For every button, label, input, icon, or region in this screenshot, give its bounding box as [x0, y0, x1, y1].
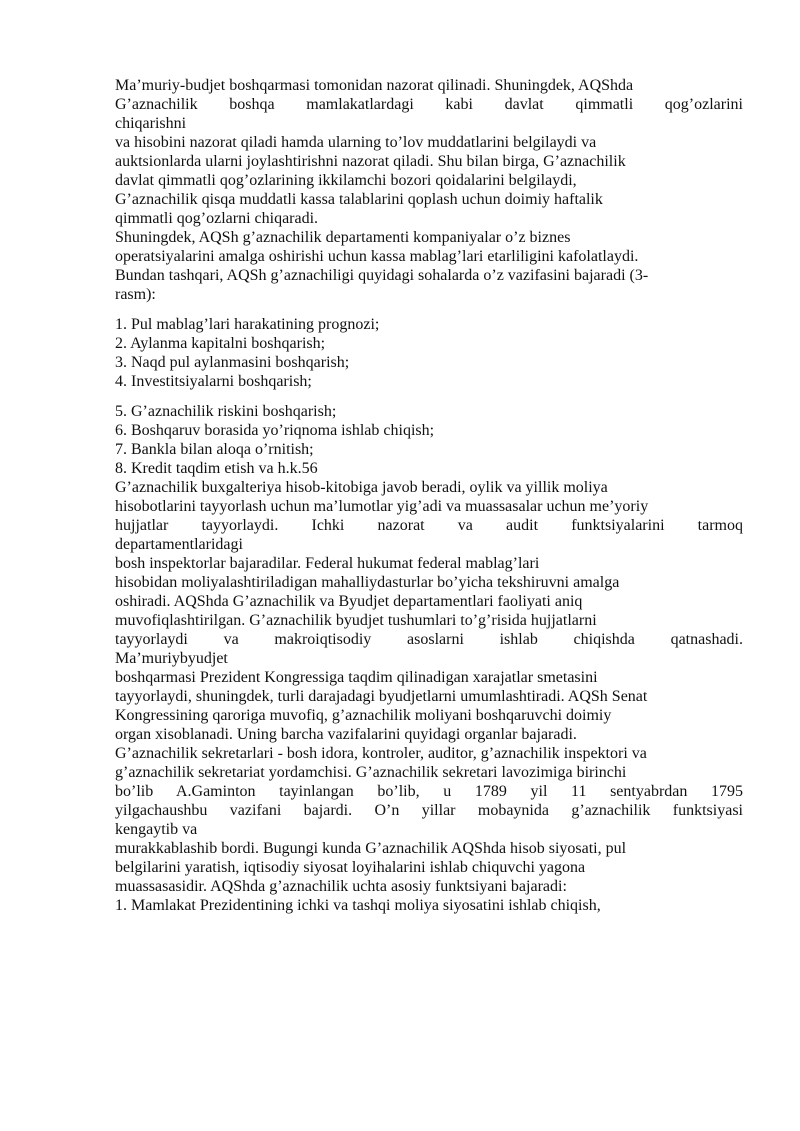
list-item: 6. Boshqaruv borasida yo’riqnoma ishlab chiqish;	[115, 422, 435, 439]
document-page	[115, 76, 743, 915]
text-line: murakkablashib bordi. Bugungi kunda G’aznachilik AQShda hisob siyosati, pul	[115, 840, 627, 857]
text-line: auktsionlarda ularni joylashtirishni nazorat qiladi. Shu bilan birga, G’aznachilik	[115, 153, 626, 170]
paragraph-block-intro	[115, 76, 743, 304]
text-line: muvofiqlashtirilgan. G’aznachilik byudjet tushumlari to’g’risida hujjatlarni	[115, 612, 597, 629]
text-line: Kongressining qaroriga muvofiq, g’aznachilik moliyani boshqaruvchi doimiy	[115, 707, 612, 724]
text-line: va hisobini nazorat qiladi hamda ularning to’lov muddatlarini belgilaydi va	[115, 134, 597, 151]
list-item: 2. Aylanma kapitalni boshqarish;	[115, 335, 326, 352]
text-line: bosh inspektorlar bajaradilar. Federal hukumat federal mablag’lari	[115, 555, 540, 572]
text-line: chiqarishni	[115, 115, 187, 132]
text-line: hisobotlarini tayyorlash uchun ma’lumotlar yig’adi va muassasalar uchun me’yoriy	[115, 498, 649, 515]
list-item: 8. Kredit taqdim etish va h.k.56	[115, 460, 318, 477]
text-line: qimmatli qog’ozlarni chiqaradi.	[115, 210, 319, 227]
text-line: Shuningdek, AQSh g’aznachilik departamenti kompaniyalar o’z biznes	[115, 229, 571, 246]
paragraph-block-main	[115, 478, 743, 915]
text-line: Ma’muriybyudjet	[115, 650, 228, 667]
text-line: g’aznachilik sekretariat yordamchisi. G’aznachilik sekretari lavozimiga birinchi	[115, 764, 627, 781]
text-line: boshqarmasi Prezident Kongressiga taqdim qilinadigan xarajatlar smetasini	[115, 669, 598, 686]
text-line: tayyorlaydi va makroiqtisodiy asoslarni ishlab chiqishda qatnashadi.	[115, 631, 743, 648]
text-line: 1. Mamlakat Prezidentining ichki va tashqi moliya siyosatini ishlab chiqish,	[115, 897, 601, 914]
text-line: oshiradi. AQShda G’aznachilik va Byudjet departamentlari faoliyati aniq	[115, 593, 583, 610]
function-list-part-2	[115, 402, 743, 478]
list-item: 3. Naqd pul aylanmasini boshqarish;	[115, 354, 350, 371]
text-line: Bundan tashqari, AQSh g’aznachiligi quyidagi sohalarda o’z vazifasini bajaradi (3-	[115, 267, 649, 284]
text-line: yilgachaushbu vazifani bajardi. O’n yillar mobaynida g’aznachilik funktsiyasi	[115, 802, 743, 819]
list-item: 4. Investitsiyalarni boshqarish;	[115, 373, 312, 390]
text-line: kengaytib va	[115, 821, 198, 838]
list-item: 5. G’aznachilik riskini boshqarish;	[115, 403, 337, 420]
list-item: 7. Bankla bilan aloqa o’rnitish;	[115, 441, 314, 458]
text-line: operatsiyalarini amalga oshirishi uchun kassa mablag’lari etarliligini kafolatlaydi.	[115, 248, 639, 265]
text-line: davlat qimmatli qog’ozlarining ikkilamchi bozori qoidalarini belgilaydi,	[115, 172, 577, 189]
text-line: tayyorlaydi, shuningdek, turli darajadagi byudjetlarni umumlashtiradi. AQSh Senat	[115, 688, 648, 705]
text-line: G’aznachilik qisqa muddatli kassa talablarini qoplash uchun doimiy haftalik	[115, 191, 603, 208]
text-line: belgilarini yaratish, iqtisodiy siyosat loyihalarini ishlab chiquvchi yagona	[115, 859, 586, 876]
text-line: bo’lib A.Gaminton tayinlangan bo’lib, u 1789 yil 11 sentyabrdan 1795	[115, 783, 743, 800]
function-list-part-1	[115, 315, 743, 391]
text-line: G’aznachilik boshqa mamlakatlardagi kabi davlat qimmatli qog’ozlarini	[115, 96, 743, 113]
text-line: G’aznachilik buxgalteriya hisob-kitobiga javob beradi, oylik va yillik moliya	[115, 479, 608, 496]
text-line: rasm):	[115, 286, 156, 303]
text-line: muassasasidir. AQShda g’aznachilik uchta asosiy funktsiyani bajaradi:	[115, 878, 567, 895]
text-line: organ xisoblanadi. Uning barcha vazifalarini quyidagi organlar bajaradi.	[115, 726, 577, 743]
text-line: G’aznachilik sekretarlari - bosh idora, kontroler, auditor, g’aznachilik inspektori va	[115, 745, 647, 762]
list-item: 1. Pul mablag’lari harakatining prognozi;	[115, 316, 380, 333]
text-line: departamentlaridagi	[115, 536, 243, 553]
text-line: hujjatlar tayyorlaydi. Ichki nazorat va audit funktsiyalarini tarmoq	[115, 517, 743, 534]
text-line: Ma’muriy-budjet boshqarmasi tomonidan nazorat qilinadi. Shuningdek, AQShda	[115, 77, 634, 94]
text-line: hisobidan moliyalashtiriladigan mahalliydasturlar bo’yicha tekshiruvni amalga	[115, 574, 620, 591]
